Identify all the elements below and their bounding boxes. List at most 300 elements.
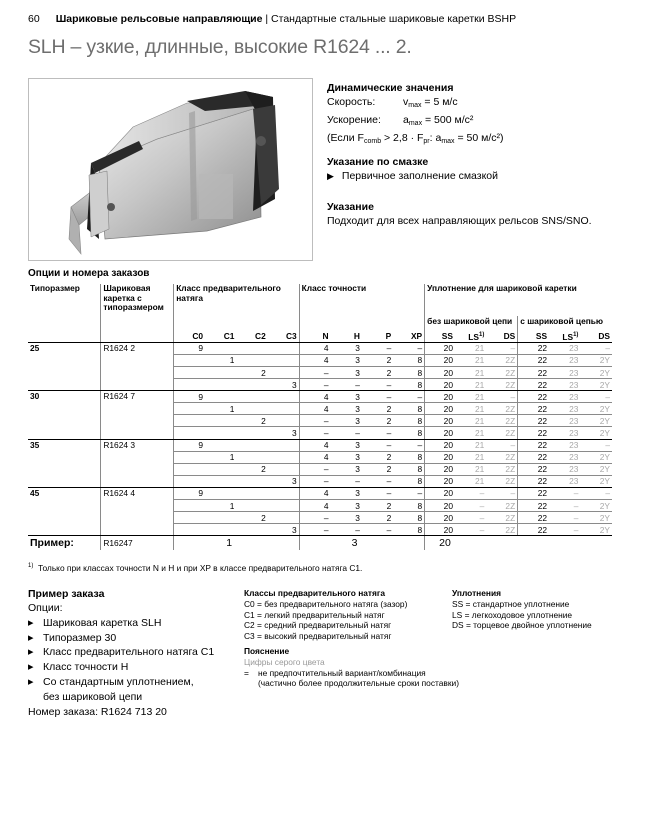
order-option: ▸ Класс предварительного натяга C1 bbox=[28, 645, 214, 660]
part-number-cell: R1624 3 bbox=[101, 439, 174, 487]
table-row bbox=[28, 391, 612, 403]
table-cell bbox=[268, 500, 299, 512]
header-preload: Класс предварительного натяга bbox=[174, 284, 299, 316]
page-header bbox=[28, 13, 516, 25]
subheader-ds: DS bbox=[486, 330, 517, 342]
table-cell: 3 bbox=[331, 500, 362, 512]
table-cell: 1 bbox=[205, 500, 236, 512]
table-cell: 2Z bbox=[486, 451, 517, 463]
table-cell: 20 bbox=[425, 415, 455, 427]
table-cell: 3 bbox=[268, 379, 299, 391]
table-cell: – bbox=[299, 427, 330, 439]
table-cell: 2Z bbox=[486, 475, 517, 487]
table-cell: 21 bbox=[455, 391, 486, 403]
example-accuracy: 3 bbox=[299, 536, 424, 551]
table-cell: 22 bbox=[518, 451, 549, 463]
table-cell: 20 bbox=[425, 439, 455, 451]
table-cell bbox=[174, 475, 205, 487]
table-row bbox=[28, 342, 612, 354]
table-cell bbox=[236, 524, 267, 536]
cond-sub: max bbox=[441, 138, 455, 145]
table-cell: 3 bbox=[331, 415, 362, 427]
example-preload: 1 bbox=[174, 536, 299, 551]
table-cell: 22 bbox=[518, 487, 549, 499]
table-cell: 21 bbox=[455, 366, 486, 378]
table-cell bbox=[174, 403, 205, 415]
table-cell: 2 bbox=[362, 463, 393, 475]
table-cell: 2 bbox=[236, 512, 267, 524]
table-cell: – bbox=[455, 500, 486, 512]
subheader-ls bbox=[455, 330, 486, 342]
table-cell: – bbox=[299, 366, 330, 378]
table-cell bbox=[268, 451, 299, 463]
example-seal: 20 bbox=[425, 536, 612, 551]
table-cell: – bbox=[299, 475, 330, 487]
note-text: Подходит для всех направляющих рельсов SNS/SNO. bbox=[327, 215, 592, 227]
table-cell bbox=[174, 415, 205, 427]
size-cell: 25 bbox=[28, 342, 101, 390]
table-cell bbox=[205, 415, 236, 427]
table-cell bbox=[205, 512, 236, 524]
table-cell: – bbox=[580, 391, 612, 403]
speed-symbol: v bbox=[403, 96, 409, 108]
cond-part: : a bbox=[429, 132, 442, 144]
table-cell: 8 bbox=[393, 415, 424, 427]
table-cell: 3 bbox=[331, 366, 362, 378]
table-cell: 4 bbox=[299, 391, 330, 403]
table-cell bbox=[268, 366, 299, 378]
table-cell: 8 bbox=[393, 403, 424, 415]
dynamic-heading: Динамические значения bbox=[327, 82, 454, 94]
table-cell: 3 bbox=[331, 512, 362, 524]
table-cell: – bbox=[362, 391, 393, 403]
table-cell: – bbox=[299, 415, 330, 427]
lube-item bbox=[327, 169, 498, 183]
table-cell bbox=[236, 354, 267, 366]
header-size: Типоразмер bbox=[30, 284, 80, 293]
note-heading: Указание bbox=[327, 201, 374, 213]
table-cell bbox=[268, 512, 299, 524]
subheader-ss: SS bbox=[518, 330, 549, 342]
table-cell: 8 bbox=[393, 512, 424, 524]
table-cell: 22 bbox=[518, 379, 549, 391]
table-cell bbox=[268, 354, 299, 366]
table-cell: 3 bbox=[331, 354, 362, 366]
subsection-title: Стандартные стальные шариковые каретки BSHP bbox=[271, 13, 517, 25]
table-cell: 23 bbox=[549, 439, 580, 451]
table-cell bbox=[268, 415, 299, 427]
table-cell: 21 bbox=[455, 379, 486, 391]
size-cell: 45 bbox=[28, 487, 101, 535]
table-cell: 23 bbox=[549, 415, 580, 427]
table-cell: – bbox=[331, 427, 362, 439]
table-cell: – bbox=[299, 379, 330, 391]
lube-block bbox=[327, 155, 498, 183]
bullet-icon: ▶ bbox=[327, 171, 334, 181]
table-cell: – bbox=[580, 342, 612, 354]
table-cell: – bbox=[486, 342, 517, 354]
table-cell bbox=[174, 354, 205, 366]
order-option: ▸ Типоразмер 30 bbox=[28, 631, 214, 646]
accel-subscript: max bbox=[408, 120, 423, 127]
table-cell: 8 bbox=[393, 475, 424, 487]
footnote-ref: 1) bbox=[479, 332, 485, 338]
table-cell: 2Z bbox=[486, 500, 517, 512]
table-cell: – bbox=[299, 463, 330, 475]
subheader-n: N bbox=[299, 330, 330, 342]
table-cell: 22 bbox=[518, 512, 549, 524]
table-cell: 22 bbox=[518, 500, 549, 512]
table-cell: 23 bbox=[549, 403, 580, 415]
table-cell: – bbox=[331, 524, 362, 536]
size-cell: 35 bbox=[28, 439, 101, 487]
accel-value: = 500 м/с² bbox=[422, 114, 474, 126]
seal-legend bbox=[452, 588, 592, 631]
cond-sub: pr bbox=[423, 138, 430, 145]
table-cell: 22 bbox=[518, 475, 549, 487]
dynamic-values-block bbox=[327, 81, 504, 149]
table-cell: – bbox=[362, 475, 393, 487]
subheader-text: LS bbox=[562, 331, 574, 342]
header-carriage: Шариковая каретка с типоразмером bbox=[101, 284, 174, 316]
table-cell bbox=[268, 342, 299, 354]
table-cell: 20 bbox=[425, 391, 455, 403]
table-cell bbox=[236, 475, 267, 487]
table-cell: 8 bbox=[393, 379, 424, 391]
subheader-p: P bbox=[362, 330, 393, 342]
table-cell: 21 bbox=[455, 403, 486, 415]
table-cell: 2Z bbox=[486, 403, 517, 415]
table-cell: 2Z bbox=[486, 379, 517, 391]
table-cell: 2Y bbox=[580, 415, 612, 427]
table-cell bbox=[236, 427, 267, 439]
table-cell: 8 bbox=[393, 500, 424, 512]
table-cell: 22 bbox=[518, 403, 549, 415]
table-cell bbox=[174, 366, 205, 378]
table-cell: – bbox=[362, 379, 393, 391]
part-number-cell: R1624 4 bbox=[101, 487, 174, 535]
table-cell: – bbox=[549, 487, 580, 499]
subheader-xp: XP bbox=[393, 330, 424, 342]
subheader-c0: C0 bbox=[174, 330, 205, 342]
speed-subscript: max bbox=[408, 102, 422, 109]
table-cell bbox=[205, 524, 236, 536]
table-cell: 2 bbox=[236, 415, 267, 427]
order-number: Номер заказа: R1624 713 20 bbox=[28, 705, 167, 718]
footnote-mark: 1) bbox=[28, 563, 34, 570]
table-cell: 8 bbox=[393, 463, 424, 475]
table-cell: 22 bbox=[518, 354, 549, 366]
table-cell bbox=[174, 463, 205, 475]
table-cell: 2Z bbox=[486, 366, 517, 378]
table-cell: – bbox=[299, 524, 330, 536]
part-number-cell: R1624 2 bbox=[101, 342, 174, 390]
table-cell: 2Z bbox=[486, 463, 517, 475]
table-cell: – bbox=[393, 439, 424, 451]
table-cell: 3 bbox=[331, 439, 362, 451]
accel-line bbox=[327, 113, 504, 131]
table-cell: 9 bbox=[174, 487, 205, 499]
page-number: 60 bbox=[28, 13, 40, 25]
footnote-text: Только при классах точности N и H и при XP в классе предварительного натяга C1. bbox=[38, 563, 363, 573]
size-cell: 30 bbox=[28, 391, 101, 439]
table-cell bbox=[205, 379, 236, 391]
table-cell: 2Y bbox=[580, 500, 612, 512]
example-label: Пример: bbox=[30, 537, 74, 550]
explanation-line bbox=[244, 668, 459, 679]
options-table-title: Опции и номера заказов bbox=[28, 268, 150, 279]
table-cell bbox=[268, 487, 299, 499]
table-cell: 2Y bbox=[580, 524, 612, 536]
part-number-cell: R1624 7 bbox=[101, 391, 174, 439]
table-cell: 2 bbox=[362, 403, 393, 415]
table-cell: – bbox=[393, 391, 424, 403]
table-cell: – bbox=[362, 524, 393, 536]
table-cell bbox=[205, 487, 236, 499]
cond-sub: comb bbox=[363, 138, 382, 145]
table-cell: 20 bbox=[425, 487, 455, 499]
table-cell bbox=[174, 500, 205, 512]
table-cell bbox=[236, 487, 267, 499]
table-cell bbox=[268, 439, 299, 451]
table-cell bbox=[205, 427, 236, 439]
table-cell: 2 bbox=[236, 366, 267, 378]
table-cell: 1 bbox=[205, 403, 236, 415]
table-cell: – bbox=[580, 439, 612, 451]
table-row bbox=[28, 487, 612, 499]
table-cell: 20 bbox=[425, 379, 455, 391]
table-cell: 20 bbox=[425, 475, 455, 487]
table-cell: 8 bbox=[393, 451, 424, 463]
table-cell: 23 bbox=[549, 427, 580, 439]
table-cell: 20 bbox=[425, 354, 455, 366]
table-row bbox=[28, 439, 612, 451]
table-cell: 2 bbox=[362, 451, 393, 463]
table-cell: 22 bbox=[518, 415, 549, 427]
equals-sign: = bbox=[244, 667, 249, 678]
table-cell: – bbox=[549, 512, 580, 524]
table-cell: 20 bbox=[425, 500, 455, 512]
table-cell bbox=[174, 379, 205, 391]
table-cell bbox=[205, 391, 236, 403]
table-cell bbox=[236, 342, 267, 354]
table-cell: 20 bbox=[425, 463, 455, 475]
header-separator: | bbox=[262, 13, 272, 25]
subheader-h: H bbox=[331, 330, 362, 342]
table-cell: 21 bbox=[455, 354, 486, 366]
table-cell: 2Y bbox=[580, 403, 612, 415]
example-part: R16247 bbox=[101, 536, 174, 551]
table-cell: 21 bbox=[455, 451, 486, 463]
table-cell: 3 bbox=[331, 451, 362, 463]
table-cell bbox=[268, 463, 299, 475]
table-cell: – bbox=[455, 487, 486, 499]
table-cell: 23 bbox=[549, 342, 580, 354]
cond-part: (Если F bbox=[327, 132, 364, 144]
preload-legend-heading: Классы предварительного натяга bbox=[244, 588, 386, 598]
table-cell: 23 bbox=[549, 451, 580, 463]
table-cell: 22 bbox=[518, 439, 549, 451]
cond-part: = 50 м/с²) bbox=[454, 132, 504, 144]
table-cell: 21 bbox=[455, 342, 486, 354]
order-option-cont: без шариковой цепи bbox=[43, 690, 143, 703]
table-cell: 2Z bbox=[486, 427, 517, 439]
header-with-chain: с шариковой цепью bbox=[518, 316, 612, 330]
table-cell: 3 bbox=[268, 475, 299, 487]
lube-heading: Указание по смазке bbox=[327, 156, 429, 168]
table-cell bbox=[236, 403, 267, 415]
table-cell: 8 bbox=[393, 366, 424, 378]
page-title: SLH – узкие, длинные, высокие R1624 ... 2. bbox=[28, 36, 412, 58]
table-cell: 2 bbox=[362, 500, 393, 512]
table-cell bbox=[174, 427, 205, 439]
table-cell: 2Y bbox=[580, 379, 612, 391]
table-cell: 20 bbox=[425, 342, 455, 354]
order-option: ▸ Класс точности H bbox=[28, 660, 214, 675]
table-cell: 3 bbox=[331, 391, 362, 403]
table-cell bbox=[205, 463, 236, 475]
table-cell: 20 bbox=[425, 451, 455, 463]
table-cell: 8 bbox=[393, 354, 424, 366]
footnote bbox=[28, 563, 362, 573]
table-cell: 2Z bbox=[486, 512, 517, 524]
table-cell bbox=[205, 342, 236, 354]
table-cell: 8 bbox=[393, 524, 424, 536]
table-cell: – bbox=[331, 475, 362, 487]
table-cell: – bbox=[455, 524, 486, 536]
table-cell: 21 bbox=[455, 439, 486, 451]
table-cell: 21 bbox=[455, 475, 486, 487]
table-cell bbox=[174, 512, 205, 524]
table-cell: 22 bbox=[518, 391, 549, 403]
table-cell: – bbox=[486, 439, 517, 451]
table-cell: 2Z bbox=[486, 524, 517, 536]
table-cell: 3 bbox=[331, 403, 362, 415]
table-cell: 9 bbox=[174, 391, 205, 403]
table-cell: 2Y bbox=[580, 451, 612, 463]
subheader-c1: C1 bbox=[205, 330, 236, 342]
table-cell bbox=[205, 366, 236, 378]
table-cell: 1 bbox=[205, 451, 236, 463]
table-cell: 2Y bbox=[580, 475, 612, 487]
table-cell bbox=[268, 403, 299, 415]
table-cell bbox=[236, 439, 267, 451]
table-cell: 1 bbox=[205, 354, 236, 366]
table-cell bbox=[174, 451, 205, 463]
table-cell: – bbox=[362, 342, 393, 354]
table-cell: – bbox=[331, 379, 362, 391]
table-cell: 22 bbox=[518, 524, 549, 536]
accel-condition bbox=[327, 131, 504, 149]
table-cell: – bbox=[393, 487, 424, 499]
table-cell: 20 bbox=[425, 512, 455, 524]
seal-legend-heading: Уплотнения bbox=[452, 588, 501, 598]
table-cell: 23 bbox=[549, 391, 580, 403]
table-cell: – bbox=[580, 487, 612, 499]
table-cell: 3 bbox=[268, 524, 299, 536]
table-cell: 22 bbox=[518, 427, 549, 439]
table-cell: 4 bbox=[299, 439, 330, 451]
table-cell bbox=[174, 524, 205, 536]
order-option: ▸ Шариковая каретка SLH bbox=[28, 616, 214, 631]
table-cell: 20 bbox=[425, 524, 455, 536]
lube-item-text: Первичное заполнение смазкой bbox=[341, 170, 499, 182]
preload-legend bbox=[244, 588, 407, 642]
table-cell: 4 bbox=[299, 403, 330, 415]
table-cell bbox=[236, 500, 267, 512]
table-cell: 2 bbox=[362, 366, 393, 378]
explanation bbox=[244, 646, 459, 689]
table-cell: 23 bbox=[549, 354, 580, 366]
table-cell: 9 bbox=[174, 342, 205, 354]
order-example bbox=[28, 588, 214, 719]
subheader-ls bbox=[549, 330, 580, 342]
table-cell: 23 bbox=[549, 463, 580, 475]
preload-legend-item: C3 = высокий предварительный натяг bbox=[244, 631, 392, 642]
table-cell: 22 bbox=[518, 342, 549, 354]
table-cell: 3 bbox=[331, 342, 362, 354]
explanation-text-2: (частично более продолжительные сроки поставки) bbox=[258, 678, 460, 689]
section-title: Шариковые рельсовые направляющие bbox=[55, 13, 263, 25]
seal-legend-item: LS = легкоходовое уплотнение bbox=[452, 609, 573, 620]
table-cell: 21 bbox=[455, 415, 486, 427]
speed-value: = 5 м/с bbox=[421, 96, 458, 108]
table-cell: – bbox=[362, 439, 393, 451]
table-cell: 21 bbox=[455, 427, 486, 439]
table-cell: 2Z bbox=[486, 354, 517, 366]
speed-label: Скорость: bbox=[327, 96, 376, 108]
subheader-ds: DS bbox=[580, 330, 612, 342]
table-cell: 2 bbox=[236, 463, 267, 475]
options-table bbox=[28, 284, 612, 550]
table-cell bbox=[268, 391, 299, 403]
table-cell bbox=[205, 475, 236, 487]
table-cell: 2Y bbox=[580, 427, 612, 439]
footnote-ref: 1) bbox=[573, 332, 579, 338]
table-cell: 2Y bbox=[580, 354, 612, 366]
table-cell: – bbox=[486, 487, 517, 499]
seal-legend-item: DS = торцевое двойное уплотнение bbox=[452, 620, 592, 631]
table-cell: 23 bbox=[549, 475, 580, 487]
table-cell: 3 bbox=[331, 463, 362, 475]
table-cell: 3 bbox=[268, 427, 299, 439]
cond-part: > 2,8 · F bbox=[381, 132, 424, 144]
preload-legend-item: C1 = легкий предварительный натяг bbox=[244, 609, 385, 620]
subheader-ss: SS bbox=[425, 330, 455, 342]
product-image bbox=[28, 78, 313, 261]
subheader-c3: C3 bbox=[268, 330, 299, 342]
table-cell: – bbox=[362, 427, 393, 439]
example-row bbox=[28, 536, 612, 551]
ball-runner-block-illustration bbox=[29, 79, 312, 260]
subheader-text: LS bbox=[468, 331, 479, 342]
header-no-chain: без шариковой цепи bbox=[425, 316, 518, 330]
table-cell: – bbox=[549, 500, 580, 512]
explanation-text: не предпочтительный вариант/комбинация bbox=[258, 667, 426, 678]
table-cell: – bbox=[299, 512, 330, 524]
table-cell: 8 bbox=[393, 427, 424, 439]
table-cell: 4 bbox=[299, 500, 330, 512]
table-cell: 2Z bbox=[486, 415, 517, 427]
table-cell: – bbox=[486, 391, 517, 403]
options-label: Опции: bbox=[28, 602, 63, 614]
preload-legend-item: C2 = средний предварительный натяг bbox=[244, 620, 392, 631]
table-cell bbox=[236, 391, 267, 403]
header-accuracy: Класс точности bbox=[299, 284, 424, 316]
table-cell: 4 bbox=[299, 451, 330, 463]
table-cell: 20 bbox=[425, 366, 455, 378]
subheader-c2: C2 bbox=[236, 330, 267, 342]
